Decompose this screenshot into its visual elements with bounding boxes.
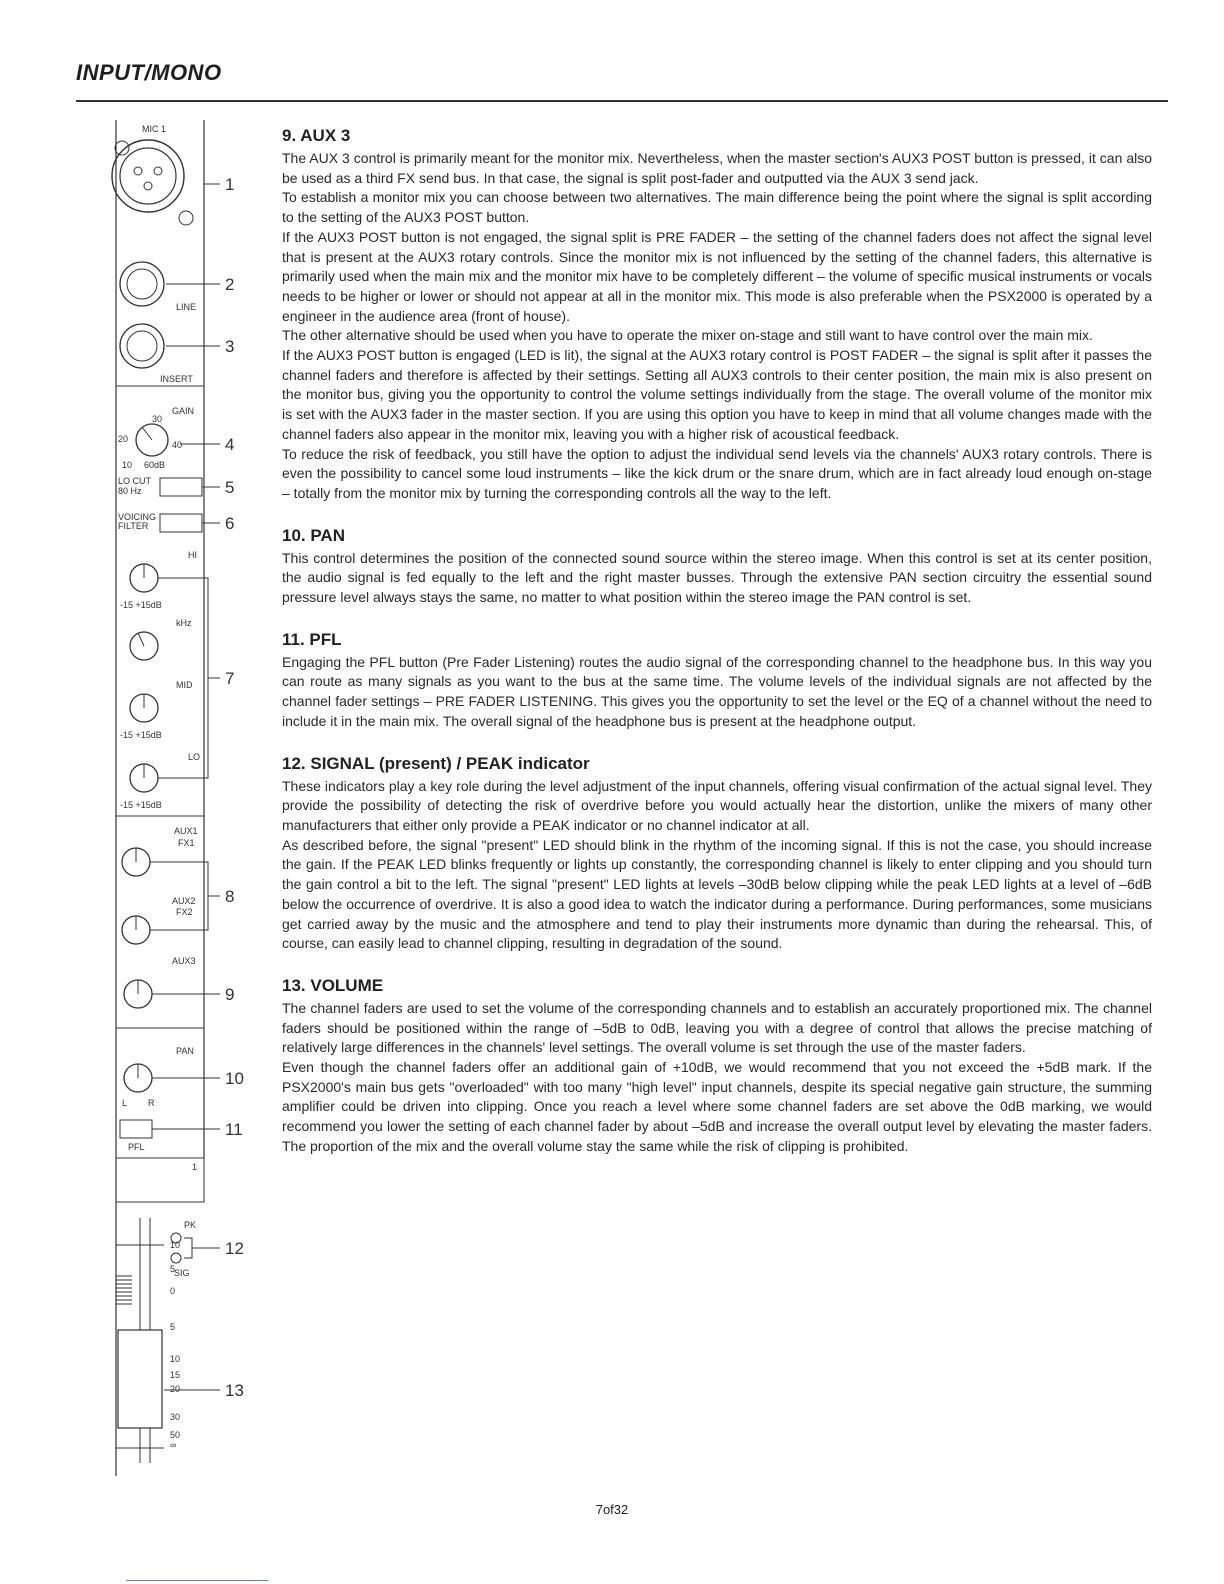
voicing-filter-button-icon — [160, 514, 202, 532]
gain-knob-icon — [136, 424, 168, 456]
callout-11: 11 — [225, 1120, 243, 1139]
pfl-label: PFL — [128, 1142, 145, 1152]
page-header-title: INPUT/MONO — [76, 60, 222, 85]
paragraph: To reduce the risk of feedback, you still have the option to adjust the individual send levels via the channels' AUX3 rotary controls. There is even the possibility to cancel some loud instruments – like the kick drum or the snare drum, which are in fact already loud enough on-stage – totally from the monitor mix by turning the corresponding controls all the way to the left. — [282, 445, 1152, 501]
paragraph: This control determines the position of the connected sound source within the stereo image. When this control is set at its center position, the audio signal is fed equally to the left and the right master busses. Through the extensive PAN section circuitry the essential sound pressure level always stays the same, no matter to what position within the stereo image the PAN control is set. — [282, 549, 1152, 606]
aux1-label: AUX1 — [174, 826, 198, 836]
section-title: 13. VOLUME — [282, 975, 384, 995]
eq-scale: -15 +15dB — [120, 730, 162, 740]
signal-led-icon — [171, 1253, 181, 1263]
section-pfl — [282, 630, 1152, 732]
voicing-label: VOICING — [118, 512, 157, 522]
fader-scale-mark: 15 — [170, 1370, 181, 1380]
section-volume — [282, 976, 1152, 1157]
eq-hi-label: HI — [188, 550, 197, 560]
fader-scale-mark: ∞ — [170, 1440, 177, 1450]
callout-12: 12 — [225, 1239, 244, 1258]
callout-2: 2 — [225, 275, 235, 294]
gain-scale: 30 — [152, 414, 163, 424]
lo-cut-freq: 80 Hz — [118, 486, 142, 496]
xlr-input-jack-icon — [112, 140, 193, 225]
eq-lo-label: LO — [188, 752, 201, 762]
callout-5: 5 — [225, 478, 235, 497]
filter-label: FILTER — [118, 521, 149, 531]
paragraph: As described before, the signal "present" LED should blink in the rhythm of the incoming signal. If this is not the case, you should increase the gain. If the PEAK LED blinks frequently or lights up constantly, the corresponding channel is likely to enter clipping and you should turn the gain control a bit to the left. The signal "present" LED lights at levels –30dB below clipping while the peak LED lights at a level of –6dB below the occurrence of overdrive. It is also a good idea to watch the indicator during a performance. During performances, some musicians get carried away by the music and the atmosphere and tend to play their instruments more dynamic than during the rehearsal. This, of course, can easily lead to channel clipping, resulting in degradation of the sound. — [282, 836, 1152, 952]
gain-scale: 10 — [122, 460, 133, 470]
insert-jack-icon — [120, 324, 164, 368]
eq-bracket — [158, 578, 208, 778]
fader-scale-mark: 5 — [170, 1264, 176, 1274]
aux3-knob-icon — [124, 980, 152, 1008]
channel-strip-diagram — [108, 118, 258, 1478]
fader-knob-icon — [118, 1330, 162, 1428]
aux3-label: AUX3 — [172, 956, 196, 966]
callout-13: 13 — [225, 1381, 244, 1400]
fx1-label: FX1 — [178, 838, 195, 848]
channel-number-box — [116, 1158, 204, 1202]
callout-9: 9 — [225, 985, 235, 1004]
lo-cut-label: LO CUT — [118, 476, 152, 486]
section-pan — [282, 526, 1152, 608]
section-title: 9. AUX 3 — [282, 126, 351, 145]
lo-cut-button-icon — [160, 478, 202, 496]
gain-scale: 40 — [172, 440, 183, 450]
section-title: 11. PFL — [282, 629, 342, 649]
callout-8: 8 — [225, 887, 235, 906]
channel-number: 1 — [192, 1162, 198, 1172]
callout-10: 10 — [225, 1069, 244, 1088]
fader-scale-mark: 30 — [170, 1412, 181, 1422]
fader-scale-mark: 10 — [170, 1354, 181, 1364]
callout-3: 3 — [225, 337, 235, 356]
eq-mid-knob-icon — [130, 694, 158, 722]
fader-scale-mark: 5 — [170, 1322, 176, 1332]
eq-freq-knob-icon — [130, 632, 158, 660]
eq-hi-knob-icon — [130, 564, 158, 592]
eq-mid-label: MID — [176, 680, 193, 690]
pan-left-label: L — [122, 1098, 128, 1108]
led-bracket — [184, 1238, 192, 1258]
paragraph: These indicators play a key role during the level adjustment of the input channels, offering visual confirmation of the actual signal level. They provide the possibility of detecting the risk of overdrive before you would actually hear the distortion, unlike the mixers of many other manufacturers that either only provide a PEAK indicator or no channel indicator at all. — [282, 777, 1152, 833]
paragraph: If the AUX3 POST button is engaged (LED is lit), the signal at the AUX3 rotary control is POST FADER – the signal is split after it passes the channel faders and therefore is affected by their settings. Setting all AUX3 controls to their center position, the main mix is also present on the monitor bus, giving you the opportunity to control the volume settings individually from the stage. The overall volume of the monitor mix is set with the AUX3 fader in the master section. If you are using this option you have to keep in mind that all volume changes made with the channel faders also appear in the monitor mix, leaving you with a higher risk of acoustical feedback. — [282, 347, 1152, 442]
gain-scale: 60dB — [144, 460, 166, 470]
aux1-knob-icon — [122, 848, 150, 876]
paragraph: The AUX 3 control is primarily meant for the monitor mix. Nevertheless, when the master section's AUX3 POST button is pressed, it can also be used as a third FX send bus. In that case, the signal is split post-fader and outputted via the AUX 3 send jack. — [282, 150, 1152, 186]
paragraph: If the AUX3 POST button is not engaged, the signal split is PRE FADER – the setting of the channel faders does not affect the signal level that is present at the AUX3 rotary controls. Since the monitor mix is not influenced by the setting of the channel faders, this alternative is primarily used when the main mix and the monitor mix have to be completely different – the volume of specific musical instruments or vocals needs to be higher or lower or should not appear at all in the monitor mix. This mode is also preferable when the PSX2000 is operated by a engineer in the audience area (front of house). — [282, 228, 1152, 324]
pan-knob-icon — [124, 1064, 152, 1092]
sig-label: SIG — [174, 1268, 190, 1278]
pk-label: PK — [184, 1220, 197, 1230]
header-divider — [76, 100, 1168, 102]
callout-7: 7 — [225, 669, 235, 688]
paragraph: Even though the channel faders offer an additional gain of +10dB, we would recommend that you not exceed the +5dB mark. If the PSX2000's main bus gets "overloaded" with too many "high level" input channels, despite its special negative gain structure, the summing amplifier could be driven into clipping. Once you reach a level where some channel faders are set above the 0dB marking, we would recommend you lower the setting of each channel fader by about –5dB and increase the overall output level by elevating the master faders. The proportion of the mix and the overall volume stay the same while the risk of clipping is prohibited. — [282, 1059, 1152, 1154]
page-number: 7of32 — [595, 1502, 629, 1517]
section-title: 12. SIGNAL (present) / PEAK indicator — [282, 753, 590, 773]
footer-link-underline — [126, 1580, 268, 1581]
fx2-label: FX2 — [176, 907, 193, 917]
eq-scale: -15 +15dB — [120, 800, 162, 810]
paragraph: To establish a monitor mix you can choose between two alternatives. The main difference being the point where the signal is split according to the setting of the AUX3 POST button. — [282, 189, 1152, 226]
khz-label: kHz — [176, 618, 192, 628]
gain-label: GAIN — [172, 406, 195, 416]
pan-label: PAN — [176, 1046, 194, 1056]
callout-1: 1 — [225, 175, 235, 194]
eq-lo-knob-icon — [130, 764, 158, 792]
paragraph: Engaging the PFL button (Pre Fader Listening) routes the audio signal of the corresponding channel to the headphone bus. In this way you can route as many signals as you want to the bus at the same time. The volume levels of the individual signals are not affected by the channel fader settings – PRE FADER LISTENING. This gives you the opportunity to set the level or the EQ of a channel without the need to include it in the main mix. The overall signal of the headphone bus is present at the headphone output. — [282, 653, 1152, 729]
pfl-button-icon — [120, 1120, 152, 1138]
pan-right-label: R — [148, 1098, 155, 1108]
section-signal-peak — [282, 754, 1152, 954]
manual-content — [282, 126, 1152, 1179]
section-title: 10. PAN — [282, 525, 345, 545]
fader-scale-mark: 20 — [170, 1384, 181, 1394]
paragraph: The other alternative should be used when you have to operate the mixer on-stage and still want to have control over the main mix. — [282, 327, 1093, 344]
fader-scale-mark: 0 — [170, 1286, 176, 1296]
paragraph: The channel faders are used to set the volume of the corresponding channels and to establish an accurately proportioned mix. The channel faders should be positioned within the range of –5dB to 0dB, leaving you with a degree of control that allows the precise matching of relatively large differences in the channels' level settings. The overall volume is set through the use of the master faders. — [282, 999, 1152, 1056]
line-jack-icon — [120, 262, 164, 306]
callout-4: 4 — [225, 435, 235, 454]
mic-label: MIC 1 — [142, 124, 167, 134]
section-aux3 — [282, 126, 1152, 504]
callout-6: 6 — [225, 514, 235, 533]
insert-label: INSERT — [160, 374, 193, 384]
fader-scale-mark: 10 — [170, 1240, 181, 1250]
aux2-knob-icon — [122, 916, 150, 944]
line-label: LINE — [176, 302, 197, 312]
channel-fader-icon — [116, 1218, 164, 1463]
gain-scale: 20 — [118, 434, 129, 444]
fader-scale-mark: 50 — [170, 1430, 181, 1440]
aux2-label: AUX2 — [172, 896, 196, 906]
eq-scale: -15 +15dB — [120, 600, 162, 610]
